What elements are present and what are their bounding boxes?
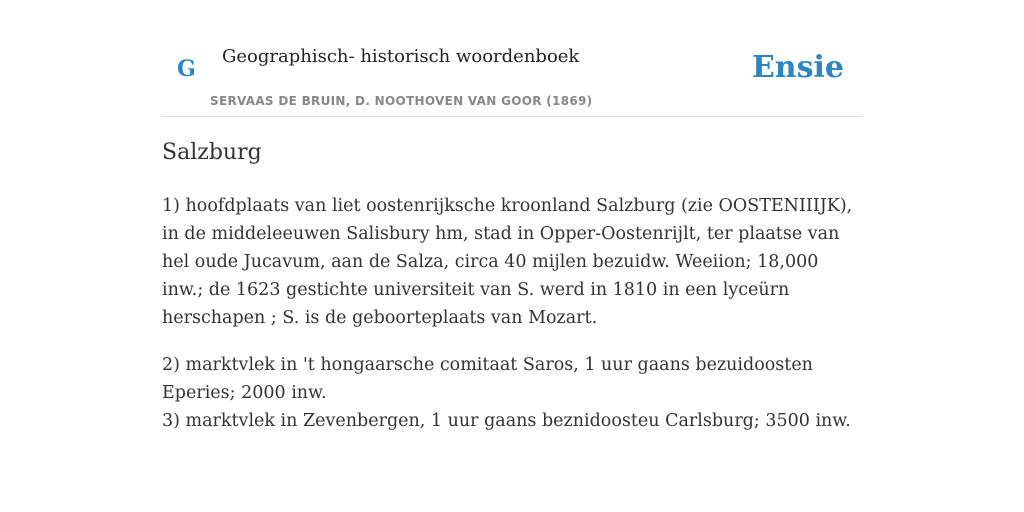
book-authors: SERVAAS DE BRUIN, D. NOOTHOVEN VAN GOOR (1869) xyxy=(210,94,593,108)
entry-body xyxy=(162,192,862,435)
entry-paragraph-1: 1) hoofdplaats van liet oostenrijksche kroonland Salzburg (zie OOSTENIIIJK), in de middeleeuwen Salisbury hm, stad in Opper-Oostenrijlt, ter plaatse van hel oude Jucavum, aan de Salza, circa 40 mijlen bezuidw. Weeiion; 18,000 inw.; de 1623 gestichte universiteit van S. werd in 1810 in een lyceürn herschapen ; S. is de geboorteplaats van Mozart. xyxy=(162,196,853,328)
book-title[interactable]: Geographisch- historisch woordenboek xyxy=(222,46,580,67)
header xyxy=(162,40,862,117)
entry-paragraph-2: 2) marktvlek in 't hongaarsche comitaat Saros, 1 uur gaans bezuidoosten Eperies; 2000 inw. xyxy=(162,355,813,403)
book-icon: G xyxy=(177,56,196,82)
entry-paragraph-3: 3) marktvlek in Zevenbergen, 1 uur gaans beznidoosteu Carlsburg; 3500 inw. xyxy=(162,411,851,431)
entry-title: Salzburg xyxy=(162,140,262,165)
site-logo[interactable]: Ensie xyxy=(751,50,844,85)
